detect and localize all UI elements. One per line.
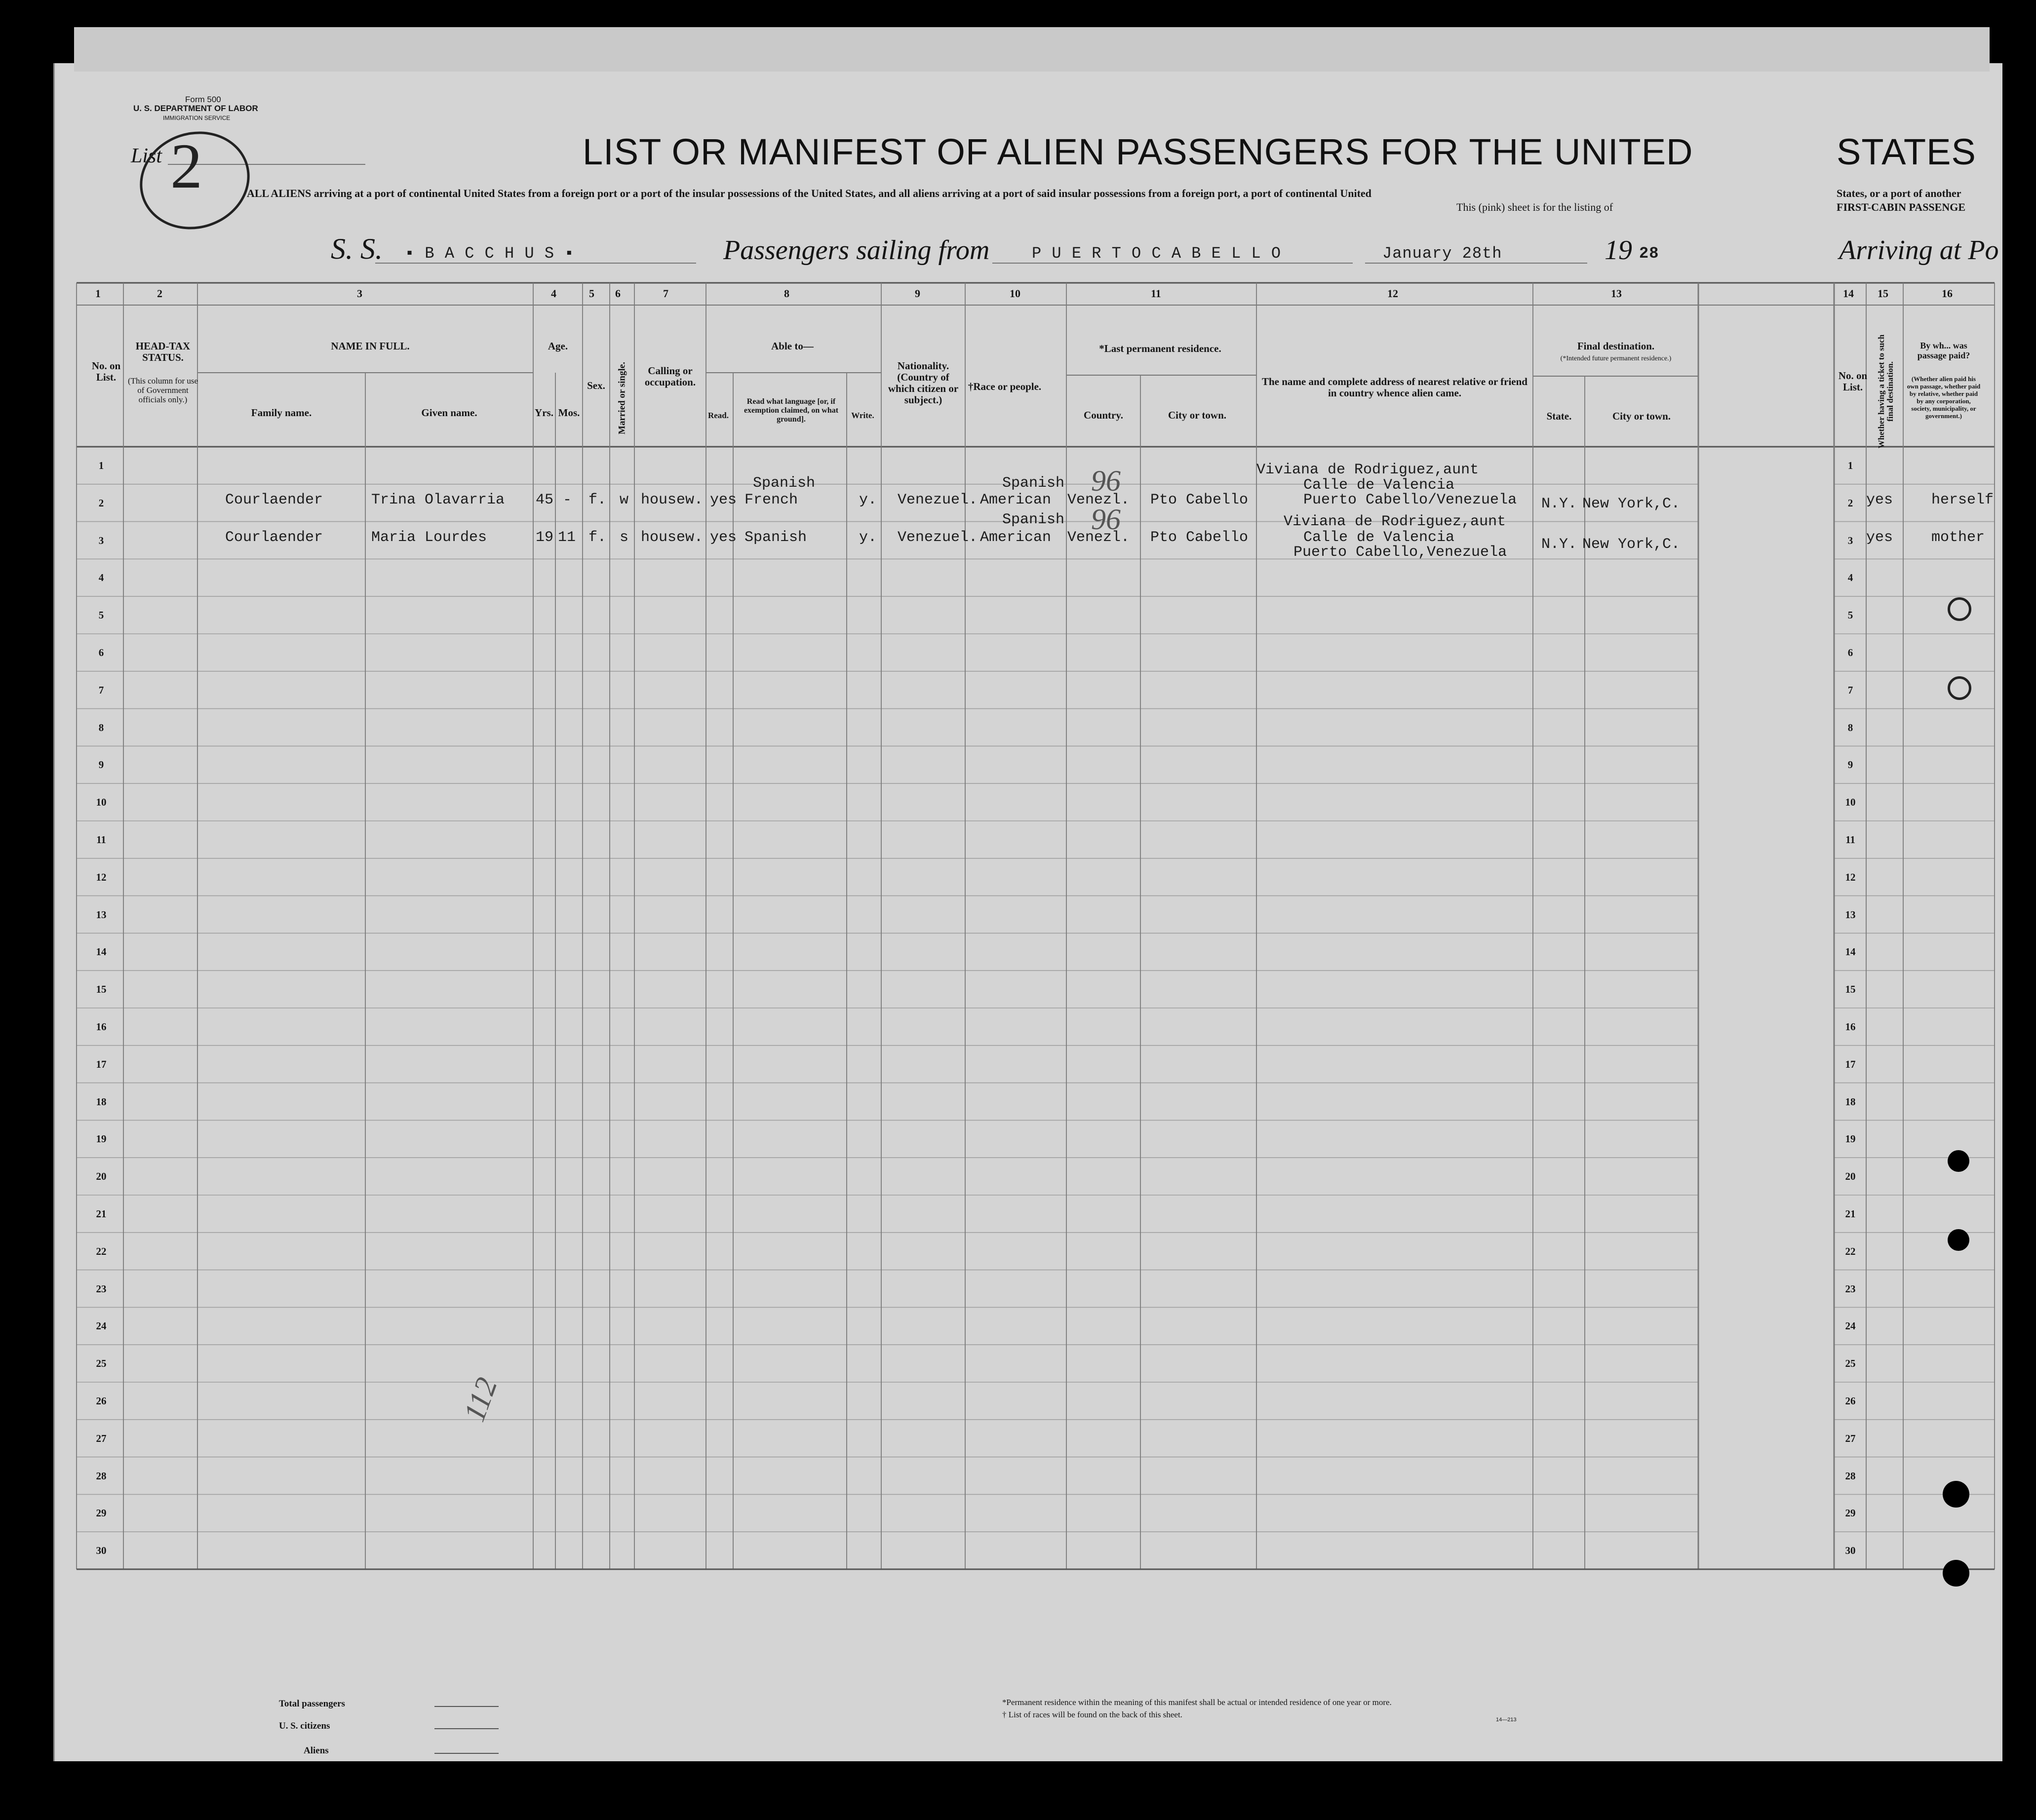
passenger-given-name: Maria Lourdes [371,529,487,546]
header-city-town: City or town. [1168,409,1227,421]
passenger-language: French [744,492,798,508]
row-number-right: 22 [1845,1245,1856,1257]
lead-right-line1: States, or a port of another [1837,187,1961,199]
row-number: 6 [98,646,104,658]
row-number: 17 [96,1058,107,1070]
passenger-nationality: Venezuel. [898,529,978,546]
passenger-relative-line1: Viviana de Rodriguez,aunt [1284,513,1506,530]
header-final-destination: Final destination. [1577,340,1655,352]
row-number-right: 14 [1845,946,1856,958]
punch-hole [1948,597,1971,621]
row-number: 21 [96,1207,107,1220]
column-number: 8 [784,287,789,300]
row-number-right: 27 [1845,1432,1856,1444]
row-number: 9 [98,759,104,771]
manifest-sheet [53,63,2002,1761]
row-number: 23 [96,1282,107,1295]
passenger-relative-line2: Calle de Valencia [1303,529,1455,546]
sailing-date: January 28th [1382,244,1502,263]
row-number: 18 [96,1095,107,1108]
header-family-name: Family name. [251,407,312,419]
passenger-state: N.Y. [1541,496,1577,512]
row-number: 28 [96,1470,107,1482]
passenger-race-top: Spanish [1002,511,1065,528]
column-number: 1 [95,287,101,300]
row-number-right: 11 [1845,833,1855,846]
row-number-right: 2 [1847,497,1853,509]
passenger-ticket: yes [1866,529,1893,546]
column-number: 9 [915,287,920,300]
row-number-right: 29 [1845,1507,1856,1519]
passenger-relative-line3: Puerto Cabello/Venezuela [1303,492,1517,508]
passenger-age-yrs: 45 [536,492,554,508]
header-age-yrs: Yrs. [535,407,553,419]
row-number-right: 4 [1847,572,1853,584]
ss-label: S. S. [331,232,383,265]
row-number: 20 [96,1170,107,1183]
footer-aliens: Aliens [304,1745,329,1756]
row-number: 8 [98,721,104,734]
column-number: 5 [589,287,594,300]
row-number-right: 21 [1845,1207,1856,1220]
header-country: Country. [1084,409,1123,421]
header-nationality: Nationality. (Country of which citizen or subject.) [888,360,959,406]
footer-us-citizens: U. S. citizens [279,1721,330,1731]
row-number: 2 [98,497,104,509]
passenger-married: s [620,529,629,546]
row-number: 10 [96,796,107,809]
column-number: 6 [615,287,621,300]
footer-note-residence: *Permanent residence within the meaning of this manifest shall be actual or intended residence of one year or more. [1002,1698,1392,1707]
header-read: Read. [707,411,729,420]
header-write: Write. [851,411,874,420]
row-number-right: 9 [1847,759,1853,771]
row-number-right: 20 [1845,1170,1856,1183]
row-number: 26 [96,1394,107,1407]
passenger-age-mos: - [563,492,572,508]
row-number-right: 10 [1845,796,1856,809]
passenger-age-yrs: 19 [536,529,554,546]
header-no-on-list: No. on List. [91,360,121,383]
punch-hole [1948,1229,1969,1251]
passenger-paid-by: herself [1931,492,1994,508]
header-last-residence: *Last permanent residence. [1099,343,1221,354]
header-state: State. [1546,410,1572,422]
list-number: 2 [170,131,202,202]
row-number-right: 18 [1845,1095,1856,1108]
page-title: LIST OR MANIFEST OF ALIEN PASSENGERS FOR THE UNITED [583,131,1693,172]
form-number: Form 500 [185,95,221,104]
sailing-label: Passengers sailing from [723,235,990,266]
arriving-label: Arriving at Po [1839,235,1999,266]
row-number-right: 25 [1845,1357,1856,1370]
passenger-sex: f. [588,529,607,546]
passenger-write: y. [859,529,877,546]
row-number: 5 [98,609,104,621]
passenger-given-name: Trina Olavarria [371,492,505,508]
column-number: 4 [551,287,556,300]
passenger-language: Spanish [744,529,807,546]
column-number: 3 [357,287,362,300]
passenger-city: Pto Cabello [1150,492,1249,508]
row-number-right: 6 [1847,646,1853,658]
sheet-top-fold [74,27,1990,72]
year-suffix: 28 [1639,244,1659,263]
row-number-right: 12 [1845,871,1856,883]
lead-text-line1: ALL ALIENS arriving at a port of continental United States from a foreign port or a port of the insular possessions of the United States, and all aliens arriving at a port of said insular possessions from a foreign port, a port of continental United [247,187,1371,199]
header-relative: The name and complete address of nearest relative or friend in country whence alien came. [1262,376,1527,399]
passenger-race-top: Spanish [1002,475,1065,492]
row-number-right: 7 [1847,684,1853,696]
header-married: Married or single. [617,362,627,434]
passenger-married: w [620,492,629,508]
list-label: List [131,145,162,167]
row-number: 12 [96,871,107,883]
header-age: Age. [548,340,568,352]
row-number: 1 [98,459,104,471]
punch-hole [1943,1560,1969,1587]
row-number: 7 [98,684,104,696]
page-title-continued: STATES [1837,131,1976,172]
row-number-right: 5 [1847,609,1853,621]
passenger-calling: housew. [641,492,704,508]
row-number: 25 [96,1357,107,1370]
passenger-sex: f. [588,492,607,508]
column-number: 2 [157,287,162,300]
column-number: 10 [1010,287,1020,300]
column-number: 7 [663,287,668,300]
row-number-right: 23 [1845,1282,1856,1295]
row-number-right: 24 [1845,1320,1856,1332]
ship-name: ▪ B A C C H U S ▪ [405,244,575,263]
row-number-right: 3 [1847,534,1853,546]
row-number-right: 15 [1845,983,1856,996]
passenger-age-mos: 11 [558,529,576,546]
header-ticket: Whether having a ticket to such final destination. [1877,334,1895,449]
column-number: 13 [1611,287,1622,300]
punch-hole [1948,676,1971,700]
header-read-language: Read what language [or, if exemption claimed, on what ground]. [744,397,839,424]
header-sex: Sex. [587,380,605,391]
row-number: 24 [96,1320,107,1332]
footer-total-passengers: Total passengers [279,1699,345,1709]
passenger-dest-city: New York,C. [1582,536,1681,553]
row-number-right: 19 [1845,1133,1856,1145]
service-label: IMMIGRATION SERVICE [163,115,231,121]
header-paid-by: By wh... was passage paid? [1917,341,1970,360]
passenger-state: N.Y. [1541,536,1577,553]
passenger-relative-line3: Puerto Cabello,Venezuela [1293,544,1507,561]
header-final-note: (*Intended future permanent residence.) [1560,355,1672,362]
row-number-right: 17 [1845,1058,1856,1070]
row-number-right: 26 [1845,1394,1856,1407]
row-number-right: 8 [1847,721,1853,734]
passenger-read: yes [710,529,737,546]
column-number: 14 [1843,287,1854,300]
pencil-mark-112: 112 [457,1373,504,1426]
row-number: 27 [96,1432,107,1444]
row-number: 19 [96,1133,107,1145]
row-number-right: 13 [1845,908,1856,921]
year-prefix: 19 [1605,235,1632,266]
passenger-dest-city: New York,C. [1582,496,1681,512]
passenger-race: American [980,529,1052,546]
footer-code: 14—213 [1496,1717,1517,1723]
passenger-relative-line1: Viviana de Rodriguez,aunt [1256,462,1479,478]
row-number: 16 [96,1020,107,1033]
header-no-on-list-right: No. on List. [1838,370,1868,393]
lead-text-line2: This (pink) sheet is for the listing of [1456,201,1613,213]
row-number-right: 1 [1847,459,1853,471]
passenger-read: yes [710,492,737,508]
passenger-nationality: Venezuel. [898,492,978,508]
column-number: 16 [1942,287,1953,300]
row-number-right: 16 [1845,1020,1856,1033]
row-number: 14 [96,946,107,958]
header-head-tax: HEAD-TAX STATUS. [135,340,191,363]
pencil-mark-row2: 96 [1091,503,1121,536]
row-number: 15 [96,983,107,996]
passenger-calling: housew. [641,529,704,546]
header-name-in-full: NAME IN FULL. [331,340,410,352]
row-number: 4 [98,572,104,584]
header-head-tax-note: (This column for use of Government officials only.) [127,376,198,404]
column-number: 11 [1151,287,1161,300]
footer-note-races: † List of races will be found on the back of this sheet. [1002,1710,1182,1719]
row-number: 11 [96,833,106,846]
pencil-mark-row1: 96 [1091,465,1121,497]
row-number: 3 [98,534,104,546]
column-number: 12 [1387,287,1398,300]
header-city-town-dest: City or town. [1612,410,1671,422]
header-calling: Calling or occupation. [644,365,696,388]
row-number: 29 [96,1507,107,1519]
header-paid-note: (Whether alien paid his own passage, whether paid by relative, whether paid by any corporation, society, municipality, or government.) [1907,375,1981,420]
passenger-city: Pto Cabello [1150,529,1249,546]
row-number: 22 [96,1245,107,1257]
port-name: P U E R T O C A B E L L O [1032,244,1282,263]
passenger-write: y. [859,492,877,508]
passenger-language-top: Spanish [753,475,816,492]
column-number: 15 [1878,287,1888,300]
header-age-mos: Mos. [558,407,580,419]
passenger-family-name: Courlaender [225,492,323,508]
row-number: 30 [96,1545,107,1557]
passenger-country: Venezl. [1067,529,1130,546]
row-number-right: 28 [1845,1470,1856,1482]
header-given-name: Given name. [421,407,477,419]
passenger-ticket: yes [1866,492,1893,508]
passenger-relative-line2: Calle de Valencia [1303,477,1455,494]
passenger-country: Venezl. [1067,492,1130,508]
header-race: †Race or people. [968,381,1042,392]
department-label: U. S. DEPARTMENT OF LABOR [133,104,258,113]
passenger-race: American [980,492,1052,508]
header-able-to: Able to— [771,340,814,352]
row-number: 13 [96,908,107,921]
punch-hole [1948,1150,1969,1172]
lead-right-line2: FIRST-CABIN PASSENGE [1837,201,1966,213]
row-number-right: 30 [1845,1545,1856,1557]
punch-hole [1943,1481,1969,1508]
passenger-family-name: Courlaender [225,529,323,546]
passenger-paid-by: mother [1931,529,1985,546]
